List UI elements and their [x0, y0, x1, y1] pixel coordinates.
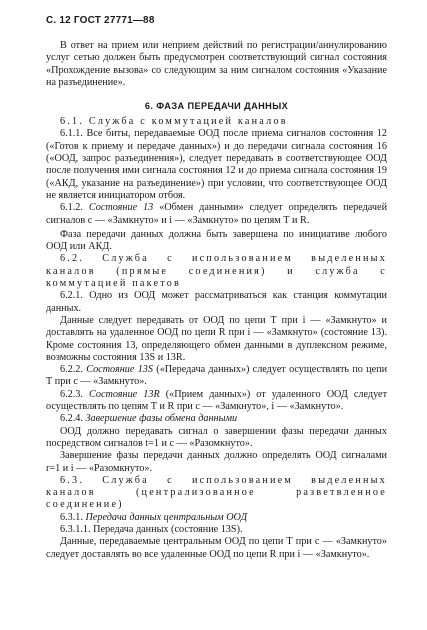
clause-italic-term: Завершение фазы обмена данными: [85, 413, 238, 425]
clause-number: 6.2.4.: [60, 413, 83, 425]
clause-text: «Обмен данными» следует определять передачей сигналов с — «Замкнуто» и i — «Замкнуто» по цепям Т и R.: [46, 202, 388, 226]
paragraph-6-2-2: [46, 364, 387, 389]
clause-number: 6.3.1.: [60, 511, 83, 523]
clause-italic-term: Состояние 13S: [86, 364, 153, 376]
paragraph-last: Данные, передаваемые центральным ООД по цепи Т при с — «Замкнуто» следует доставлять во все удаленные ООД по цепи R при i — «Замкнуто».: [46, 536, 387, 560]
clause-italic-term: Состояние 13R: [89, 388, 160, 400]
paragraph-6-3-1: [46, 512, 387, 524]
clause-number: 6.1.2.: [60, 202, 83, 214]
paragraph-ood-signal: ООД должно передавать сигнал о завершении фазы передачи данных посредством сигналов t=1 и с — «Разомкнуто».: [46, 425, 387, 449]
paragraph-6-3-1-1: 6.3.1.1. Передача данных (состояние 13S).: [60, 523, 243, 535]
paragraph-phase-end: Фаза передачи данных должна быть завершена по инициативе любого ООД или АКД.: [46, 228, 387, 253]
paragraph-6-2-1: 6.2.1. Одно из ООД может рассматриваться как станция коммутации данных.: [46, 290, 387, 314]
subsection-6-2: 6.2. Служба с использованием выделенных каналов (прямые соединения) и служба с коммутацией пакетов: [46, 253, 387, 290]
page-header: С. 12 ГОСТ 27771—88: [46, 15, 155, 26]
paragraph-data-transfer: Данные следует передавать от ООД по цепи Т при i — «Замкнуто» и доставлять на удаленное ООД по цепи R при i — «Замкнуто» (состояние 13). Кроме состояния 13, определяющего обмен данными в дуплексном режиме, возможны состояния 13S и 13R.: [46, 314, 387, 363]
clause-number: 6.2.2.: [60, 364, 83, 376]
intro-paragraph: В ответ на прием или неприем действий по регистрации/аннулированию услуг сетью должен быть предусмотрен соответствующий сигнал состояния «Прохождение вызова» со следующим за ним сигналом состояния «Указание на разъединение».: [46, 40, 387, 88]
clause-text: («Передача данных») следует осуществлять по цепи Т при с — «Замкнуто».: [46, 364, 388, 388]
subsection-6-1: 6.1. Служба с коммутацией каналов: [60, 116, 288, 128]
section-title: 6. ФАЗА ПЕРЕДАЧИ ДАННЫХ: [144, 101, 289, 112]
paragraph-end-detect: Завершение фазы передачи данных должно определять ООД сигналами r=1 и i — «Разомкнуто».: [46, 450, 387, 474]
paragraph-6-2-4: [46, 413, 387, 425]
paragraph-6-2-3: [46, 389, 387, 414]
clause-number: 6.2.3.: [60, 388, 83, 400]
clause-italic-term: Передача данных центральным ООД: [85, 511, 248, 523]
clause-italic-term: Состояние 13: [88, 202, 154, 214]
paragraph-6-1-2: [46, 202, 387, 227]
paragraph-6-1-1: 6.1.1. Все биты, передаваемые ООД после приема сигналов состояния 12 («Готов к приему и передаче данных») и до передачи сигнала состояния 16 («ООД, запрос разъединения»), следует передавать в соответствующее ООД после получения ими сигнала состояния 12 и до приема сигнала состояния 19 («АКД, указание на разъединение») при условии, что соответствующее ООД не является инициатором отбоя.: [46, 128, 387, 201]
clause-text: («Прием данных») от удаленного ООД следует осуществлять по цепям Т и R при с — «Замкнуто», i — «Замкнуто».: [46, 388, 388, 413]
subsection-6-3: 6.3. Служба с использованием выделенных каналов (централизованное разветвленное соединение): [46, 474, 387, 511]
